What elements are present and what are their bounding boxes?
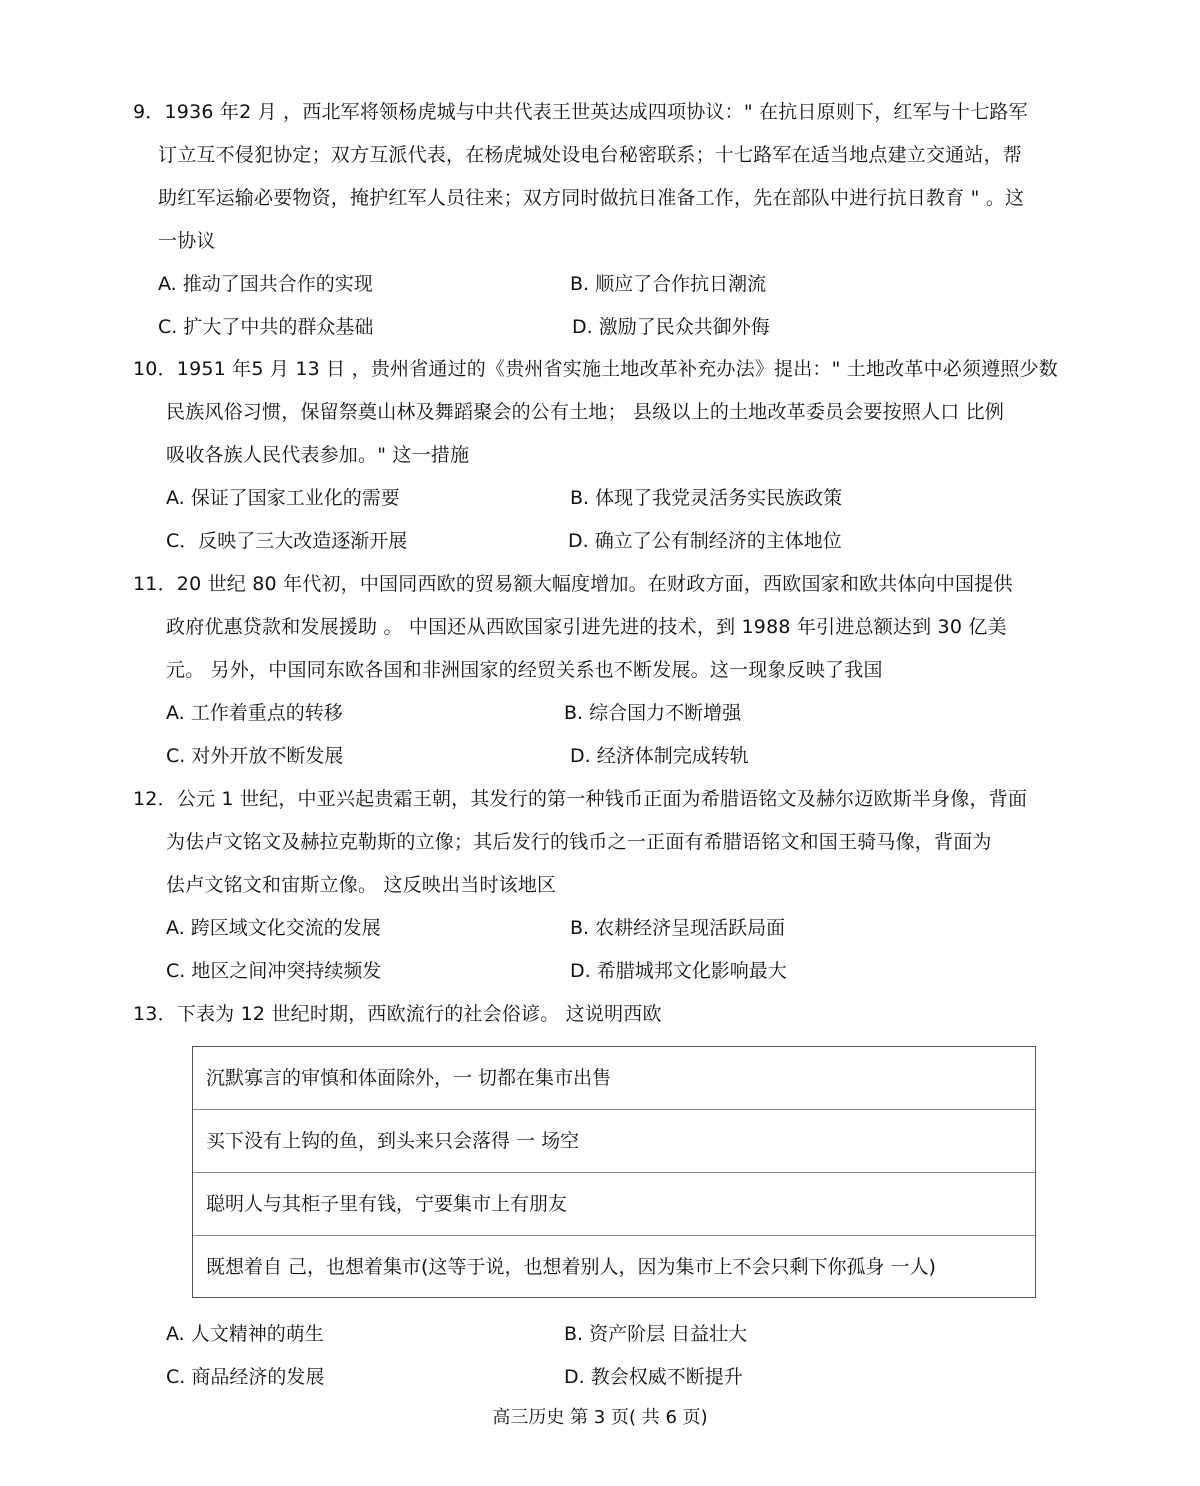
question-12-option-d: D. 希腊城邦文化影响最大: [570, 960, 787, 982]
question-13-option-d: D. 教会权威不断提升: [564, 1366, 743, 1388]
table-row: [193, 1110, 1035, 1173]
question-11-option-b: B. 综合国力不断增强: [564, 702, 742, 724]
question-9-option-a: A. 推动了国共合作的实现: [158, 273, 373, 295]
table-cell: 聪明人与其柜子里有钱，宁要集市上有朋友: [206, 1193, 568, 1215]
question-12-option-b: B. 农耕经济呈现活跃局面: [570, 917, 786, 939]
question-11-option-d: D. 经济体制完成转轨: [570, 745, 749, 767]
question-11-stem-line-2: 政府优惠贷款和发展援助 。 中国还从西欧国家引进先进的技术，到 1988 年引进总额达到 30 亿美: [166, 616, 1007, 638]
question-12-stem-line-3: 佉卢文铭文和宙斯立像。 这反映出当时该地区: [166, 874, 557, 896]
question-10-option-d: D. 确立了公有制经济的主体地位: [568, 530, 842, 552]
question-9-stem-line-2: 订立互不侵犯协定；双方互派代表，在杨虎城处设电台秘密联系；十七路军在适当地点建立交通站，帮: [158, 144, 1023, 166]
question-10-option-b: B. 体现了我党灵活务实民族政策: [570, 487, 843, 509]
table-cell: 既想着自 己，也想着集市(这等于说，也想着别人，因为集市上不会只剩下你孤身 一人): [206, 1256, 936, 1278]
question-9-stem-line-1: 9．1936 年2 月 ，西北军将领杨虎城与中共代表王世英达成四项协议：" 在抗日原则下，红军与十七路军: [133, 101, 1028, 123]
question-11-stem-line-1: 11．20 世纪 80 年代初，中国同西欧的贸易额大幅度增加。在财政方面，西欧国家和欧共体向中国提供: [133, 573, 1013, 595]
question-11-stem-line-3: 元。 另外，中国同东欧各国和非洲国家的经贸关系也不断发展。这一现象反映了我国: [166, 659, 883, 681]
question-12-option-c: C. 地区之间冲突持续频发: [166, 960, 382, 982]
question-9-option-b: B. 顺应了合作抗日潮流: [570, 273, 767, 295]
question-12-stem-line-2: 为佉卢文铭文及赫拉克勒斯的立像；其后发行的钱币之一正面有希腊语铭文和国王骑马像，背面为: [166, 831, 992, 853]
table-row: [193, 1236, 1035, 1299]
proverb-table: [192, 1046, 1036, 1298]
question-10-stem-line-2: 民族风俗习惯，保留祭奠山林及舞蹈聚会的公有土地； 县级以上的土地改革委员会要按照人口 比例: [166, 401, 1005, 423]
question-10-option-a: A. 保证了国家工业化的需要: [166, 487, 400, 509]
table-cell: 买下没有上钩的鱼，到头来只会落得 一 场空: [206, 1130, 580, 1152]
question-12-stem-line-1: 12．公元 1 世纪，中亚兴起贵霜王朝，其发行的第一种钱币正面为希腊语铭文及赫尔迈欧斯半身像，背面: [133, 788, 1028, 810]
page-footer: 高三历史 第 3 页( 共 6 页): [492, 1407, 708, 1428]
question-12-option-a: A. 跨区域文化交流的发展: [166, 917, 381, 939]
question-11-option-a: A. 工作着重点的转移: [166, 702, 343, 724]
table-cell: 沉默寡言的审慎和体面除外，一 切都在集市出售: [206, 1067, 612, 1089]
question-10-stem-line-3: 吸收各族人民代表参加。" 这一措施: [166, 444, 470, 466]
question-9-option-c: C. 扩大了中共的群众基础: [158, 316, 374, 338]
question-10-option-c: C．反映了三大改造逐渐开展: [166, 530, 408, 552]
question-10-stem-line-1: 10．1951 年5 月 13 日 ，贵州省通过的《贵州省实施土地改革补充办法》提出：" 土地改革中必须遵照少数: [133, 358, 1058, 380]
question-11-option-c: C. 对外开放不断发展: [166, 745, 344, 767]
question-13-stem-line-1: 13．下表为 12 世纪时期，西欧流行的社会俗谚。 这说明西欧: [133, 1003, 662, 1025]
question-9-stem-line-4: 一协议: [158, 230, 216, 252]
question-9-option-d: D. 激励了民众共御外侮: [572, 316, 770, 338]
table-row: [193, 1047, 1035, 1110]
table-row: [193, 1173, 1035, 1236]
question-13-option-c: C. 商品经济的发展: [166, 1366, 325, 1388]
question-9-stem-line-3: 助红军运输必要物资，掩护红军人员往来；双方同时做抗日准备工作，先在部队中进行抗日教育 " 。这: [158, 187, 1025, 209]
question-13-option-a: A. 人文精神的萌生: [166, 1323, 324, 1345]
question-13-option-b: B. 资产阶层 日益壮大: [564, 1323, 748, 1345]
